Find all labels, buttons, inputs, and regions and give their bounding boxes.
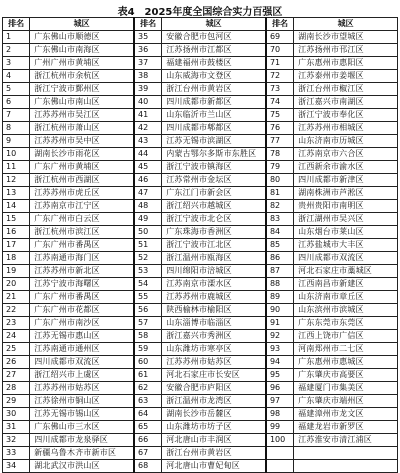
district-cell: 江苏徐州市铜山区 <box>30 395 134 408</box>
rank-cell: 25 <box>3 343 30 356</box>
rank-cell: 64 <box>134 408 162 421</box>
table-row <box>3 460 398 473</box>
table-row <box>3 83 398 96</box>
district-cell: 江苏苏州市鹿城区 <box>162 291 266 304</box>
district-cell: 湖南株洲市芦淞区 <box>294 187 398 200</box>
rank-cell: 28 <box>3 382 30 395</box>
district-cell: 广东惠州市惠城区 <box>294 356 398 369</box>
district-cell: 广东珠海市香洲区 <box>162 226 266 239</box>
district-cell: 浙江宁波市镇海区 <box>162 161 266 174</box>
header-district: 城区 <box>162 18 266 31</box>
rank-cell: 90 <box>266 304 294 317</box>
table-row <box>3 408 398 421</box>
rank-cell: 5 <box>3 83 30 96</box>
rank-cell: 83 <box>266 213 294 226</box>
rank-cell: 9 <box>3 135 30 148</box>
rank-cell: 100 <box>266 434 294 447</box>
district-cell: 广东广州市番禺区 <box>30 239 134 252</box>
rank-cell: 66 <box>134 434 162 447</box>
rank-cell: 86 <box>266 252 294 265</box>
district-cell: 内蒙古鄂尔多斯市东胜区 <box>162 148 266 161</box>
district-cell: 江西上饶市广信区 <box>294 330 398 343</box>
district-cell: 浙江宁波市奉化区 <box>294 109 398 122</box>
district-cell: 广东江门市新会区 <box>162 187 266 200</box>
table-caption: 表4 2025年度全国综合实力百强区 <box>117 7 283 18</box>
table-row <box>3 447 398 460</box>
rank-cell: 51 <box>134 239 162 252</box>
district-cell: 广东广州市黄埔区 <box>30 161 134 174</box>
table-row <box>3 239 398 252</box>
rank-cell: 72 <box>266 70 294 83</box>
rank-cell: 18 <box>3 252 30 265</box>
rank-cell: 61 <box>134 369 162 382</box>
table-row <box>3 200 398 213</box>
rank-cell: 69 <box>266 31 294 44</box>
district-cell: 江苏苏州市吴江区 <box>30 109 134 122</box>
district-cell: 广东佛山市顺德区 <box>30 31 134 44</box>
district-cell: 江苏扬州市邗江区 <box>294 44 398 57</box>
rank-cell: 70 <box>266 44 294 57</box>
district-cell: 江苏南京市溧水区 <box>162 278 266 291</box>
rank-cell: 12 <box>3 174 30 187</box>
district-cell: 江苏苏州市虎丘区 <box>30 187 134 200</box>
district-cell: 江苏南京市江宁区 <box>30 200 134 213</box>
table-row <box>3 44 398 57</box>
rank-cell: 11 <box>3 161 30 174</box>
rank-cell: 52 <box>134 252 162 265</box>
rank-cell: 6 <box>3 96 30 109</box>
district-cell: 浙江杭州市西湖区 <box>30 174 134 187</box>
rank-cell: 21 <box>3 291 30 304</box>
header-rank: 排名 <box>134 18 162 31</box>
district-cell: 山东潍坊市坊子区 <box>162 421 266 434</box>
rank-cell: 95 <box>266 369 294 382</box>
district-cell: 湖北武汉市洪山区 <box>30 460 134 473</box>
district-cell: 湖南长沙市雨花区 <box>30 148 134 161</box>
rank-cell: 14 <box>3 200 30 213</box>
table-row <box>3 187 398 200</box>
district-cell: 四川成都市龙泉驿区 <box>30 434 134 447</box>
rank-cell: 87 <box>266 265 294 278</box>
rank-cell: 19 <box>3 265 30 278</box>
rank-cell: 68 <box>134 460 162 473</box>
rank-cell: 84 <box>266 226 294 239</box>
rank-cell: 42 <box>134 122 162 135</box>
district-cell: 江苏苏州市相城区 <box>294 122 398 135</box>
district-cell: 浙江嘉兴市秀洲区 <box>162 330 266 343</box>
district-cell: 贵州贵阳市南明区 <box>294 200 398 213</box>
rank-cell: 74 <box>266 96 294 109</box>
district-cell: 广东东莞市东莞区 <box>294 317 398 330</box>
table-row <box>3 148 398 161</box>
rank-cell: 53 <box>134 265 162 278</box>
rank-cell: 16 <box>3 226 30 239</box>
rank-cell: 45 <box>134 161 162 174</box>
rank-cell: 77 <box>266 135 294 148</box>
district-cell: 四川成都市新津区 <box>294 174 398 187</box>
rank-cell: 17 <box>3 239 30 252</box>
rank-cell: 27 <box>3 369 30 382</box>
district-cell: 广东肇庆市端州区 <box>294 395 398 408</box>
table-row <box>3 291 398 304</box>
district-cell: 浙江杭州市滨江区 <box>30 226 134 239</box>
table-row <box>3 252 398 265</box>
district-cell: 山东烟台市莱山区 <box>294 226 398 239</box>
district-cell: 广州广州市黄埔区 <box>30 57 134 70</box>
district-cell: 河北唐山市丰润区 <box>162 434 266 447</box>
district-cell <box>294 460 398 473</box>
district-cell: 江苏苏州市吴中区 <box>30 135 134 148</box>
rank-cell: 89 <box>266 291 294 304</box>
district-cell: 陕西榆林市榆阳区 <box>162 304 266 317</box>
district-cell: 江苏南通市通州区 <box>30 343 134 356</box>
district-cell: 河南郑州市二七区 <box>294 343 398 356</box>
header-rank: 排名 <box>3 18 30 31</box>
district-cell: 浙江台州市黄岩区 <box>162 83 266 96</box>
table-row <box>3 421 398 434</box>
rank-cell: 63 <box>134 395 162 408</box>
rank-cell: 49 <box>134 213 162 226</box>
district-cell: 江苏苏州市姑苏区 <box>30 382 134 395</box>
district-cell: 福建福州市鼓楼区 <box>162 57 266 70</box>
rank-cell: 41 <box>134 109 162 122</box>
district-cell <box>294 447 398 460</box>
rank-cell: 31 <box>3 421 30 434</box>
district-cell: 江苏无锡市惠山区 <box>30 330 134 343</box>
rank-cell: 47 <box>134 187 162 200</box>
rank-cell: 78 <box>266 148 294 161</box>
district-cell: 湖南长沙市岳麓区 <box>162 408 266 421</box>
district-cell: 福建漳州市龙文区 <box>294 408 398 421</box>
district-cell: 广东广州市番禺区 <box>30 291 134 304</box>
district-cell: 江苏无锡市滨湖区 <box>162 135 266 148</box>
district-cell: 山东威海市文登区 <box>162 70 266 83</box>
district-cell: 江苏泰州市姜堰区 <box>294 70 398 83</box>
table-row <box>3 395 398 408</box>
rank-cell: 92 <box>266 330 294 343</box>
table-row <box>3 31 398 44</box>
table-row <box>3 369 398 382</box>
rank-cell: 2 <box>3 44 30 57</box>
rank-cell: 54 <box>134 278 162 291</box>
header-rank: 排名 <box>266 18 294 31</box>
rank-cell: 20 <box>3 278 30 291</box>
district-cell: 浙江宁波市鄞州区 <box>30 83 134 96</box>
district-cell: 四川成都市双流区 <box>30 356 134 369</box>
district-cell: 广东佛山市南海区 <box>30 44 134 57</box>
district-cell: 江西新余市渝水区 <box>294 161 398 174</box>
table-row <box>3 330 398 343</box>
rank-cell: 13 <box>3 187 30 200</box>
rank-cell: 62 <box>134 382 162 395</box>
table-row <box>3 356 398 369</box>
district-cell: 江苏常州市金坛区 <box>162 174 266 187</box>
rank-cell: 15 <box>3 213 30 226</box>
rank-cell: 97 <box>266 395 294 408</box>
ranking-table <box>2 17 398 473</box>
district-cell: 山东滨州市滨城区 <box>294 304 398 317</box>
district-cell: 浙江嘉兴市南湖区 <box>294 96 398 109</box>
rank-cell <box>266 460 294 473</box>
rank-cell: 58 <box>134 330 162 343</box>
rank-cell: 26 <box>3 356 30 369</box>
rank-cell: 81 <box>266 187 294 200</box>
district-cell: 浙江台州市黄岩区 <box>162 447 266 460</box>
rank-cell: 33 <box>3 447 30 460</box>
rank-cell: 8 <box>3 122 30 135</box>
district-cell: 广东广州市花都区 <box>30 304 134 317</box>
table-row <box>3 109 398 122</box>
table-row <box>3 57 398 70</box>
district-cell: 浙江温州市瓯海区 <box>162 252 266 265</box>
district-cell: 江苏扬州市江都区 <box>162 44 266 57</box>
district-cell: 江苏苏州市新北区 <box>30 265 134 278</box>
rank-cell: 46 <box>134 174 162 187</box>
rank-cell: 7 <box>3 109 30 122</box>
rank-cell: 88 <box>266 278 294 291</box>
rank-cell: 76 <box>266 122 294 135</box>
rank-cell: 23 <box>3 317 30 330</box>
district-cell: 江西南昌市新建区 <box>294 278 398 291</box>
rank-cell: 40 <box>134 96 162 109</box>
district-cell: 新疆乌鲁木齐市新市区 <box>30 447 134 460</box>
district-cell: 河北石家庄市长安区 <box>162 369 266 382</box>
table-row <box>3 70 398 83</box>
header-district: 城区 <box>294 18 398 31</box>
rank-cell: 50 <box>134 226 162 239</box>
district-cell: 四川成都市双流区 <box>294 252 398 265</box>
district-cell: 河北石家庄市藁城区 <box>294 265 398 278</box>
district-cell: 福建龙岩市新罗区 <box>294 421 398 434</box>
rank-cell: 67 <box>134 447 162 460</box>
district-cell: 山东济南市历城区 <box>294 135 398 148</box>
table-row <box>3 382 398 395</box>
district-cell: 浙江湖州市吴兴区 <box>294 213 398 226</box>
rank-cell: 80 <box>266 174 294 187</box>
district-cell: 山东济南市章丘区 <box>294 291 398 304</box>
district-cell: 江苏盐城市大丰区 <box>294 239 398 252</box>
rank-cell: 99 <box>266 421 294 434</box>
rank-cell: 3 <box>3 57 30 70</box>
table-row <box>3 343 398 356</box>
district-cell: 湖南长沙市望城区 <box>294 31 398 44</box>
district-cell: 山东临沂市兰山区 <box>162 109 266 122</box>
district-cell: 浙江杭州市余杭区 <box>30 70 134 83</box>
rank-cell: 38 <box>134 70 162 83</box>
rank-cell: 35 <box>134 31 162 44</box>
district-cell: 广东广州市南沙区 <box>30 317 134 330</box>
district-cell: 江苏宁波市海曙区 <box>30 278 134 291</box>
table-row <box>3 135 398 148</box>
table-row <box>3 213 398 226</box>
rank-cell: 85 <box>266 239 294 252</box>
rank-cell: 24 <box>3 330 30 343</box>
district-cell: 江苏南京市六合区 <box>294 148 398 161</box>
rank-cell: 32 <box>3 434 30 447</box>
district-cell: 浙江绍兴市越城区 <box>162 200 266 213</box>
table-body <box>3 31 398 473</box>
district-cell: 四川成都市新都区 <box>162 96 266 109</box>
rank-cell: 43 <box>134 135 162 148</box>
district-cell: 江苏淮安市清江浦区 <box>294 434 398 447</box>
rank-cell: 44 <box>134 148 162 161</box>
rank-cell: 30 <box>3 408 30 421</box>
district-cell: 江苏南通市海门区 <box>30 252 134 265</box>
district-cell: 浙江宁波市江北区 <box>162 239 266 252</box>
district-cell: 山东淄博市临淄区 <box>162 317 266 330</box>
rank-cell: 37 <box>134 57 162 70</box>
table-row <box>3 278 398 291</box>
district-cell: 浙江杭州市萧山区 <box>30 122 134 135</box>
district-cell: 江苏无锡市锡山区 <box>30 408 134 421</box>
rank-cell: 98 <box>266 408 294 421</box>
rank-cell: 96 <box>266 382 294 395</box>
district-cell: 江苏苏州市姑苏区 <box>162 356 266 369</box>
table-row <box>3 122 398 135</box>
table-row <box>3 174 398 187</box>
district-cell: 山东潍坊市寒亭区 <box>162 343 266 356</box>
rank-cell: 10 <box>3 148 30 161</box>
rank-cell: 65 <box>134 421 162 434</box>
district-cell: 福建厦门市集美区 <box>294 382 398 395</box>
table-row <box>3 304 398 317</box>
rank-cell: 79 <box>266 161 294 174</box>
rank-cell: 82 <box>266 200 294 213</box>
table-row <box>3 434 398 447</box>
rank-cell: 91 <box>266 317 294 330</box>
rank-cell: 22 <box>3 304 30 317</box>
rank-cell: 71 <box>266 57 294 70</box>
table-row <box>3 226 398 239</box>
header-district: 城区 <box>30 18 134 31</box>
rank-cell: 34 <box>3 460 30 473</box>
district-cell: 广东广州市白云区 <box>30 213 134 226</box>
rank-cell <box>266 447 294 460</box>
rank-cell: 55 <box>134 291 162 304</box>
rank-cell: 59 <box>134 343 162 356</box>
district-cell: 安徽合肥市包河区 <box>162 31 266 44</box>
table-row <box>3 96 398 109</box>
district-cell: 浙江台州市椒江区 <box>294 83 398 96</box>
rank-cell: 75 <box>266 109 294 122</box>
district-cell: 安徽合肥市庐阳区 <box>162 382 266 395</box>
district-cell: 广东肇庆市高要区 <box>294 369 398 382</box>
rank-cell: 94 <box>266 356 294 369</box>
rank-cell: 29 <box>3 395 30 408</box>
district-cell: 广东惠州市惠阳区 <box>294 57 398 70</box>
rank-cell: 48 <box>134 200 162 213</box>
district-cell: 四川绵阳市涪城区 <box>162 265 266 278</box>
district-cell: 浙江温州市龙湾区 <box>162 395 266 408</box>
district-cell: 浙江绍兴市上虞区 <box>30 369 134 382</box>
rank-cell: 56 <box>134 304 162 317</box>
rank-cell: 36 <box>134 44 162 57</box>
district-cell: 广东佛山市三水区 <box>30 421 134 434</box>
district-cell: 河北唐山市曹妃甸区 <box>162 460 266 473</box>
rank-cell: 1 <box>3 31 30 44</box>
table-row <box>3 265 398 278</box>
district-cell: 广东佛山市南山区 <box>30 96 134 109</box>
table-row <box>3 161 398 174</box>
rank-cell: 4 <box>3 70 30 83</box>
table-row <box>3 317 398 330</box>
table-header-row <box>3 18 398 31</box>
district-cell: 浙江宁波市北仑区 <box>162 213 266 226</box>
district-cell: 四川成都市郫都区 <box>162 122 266 135</box>
rank-cell: 57 <box>134 317 162 330</box>
rank-cell: 39 <box>134 83 162 96</box>
rank-cell: 60 <box>134 356 162 369</box>
rank-cell: 73 <box>266 83 294 96</box>
rank-cell: 93 <box>266 343 294 356</box>
